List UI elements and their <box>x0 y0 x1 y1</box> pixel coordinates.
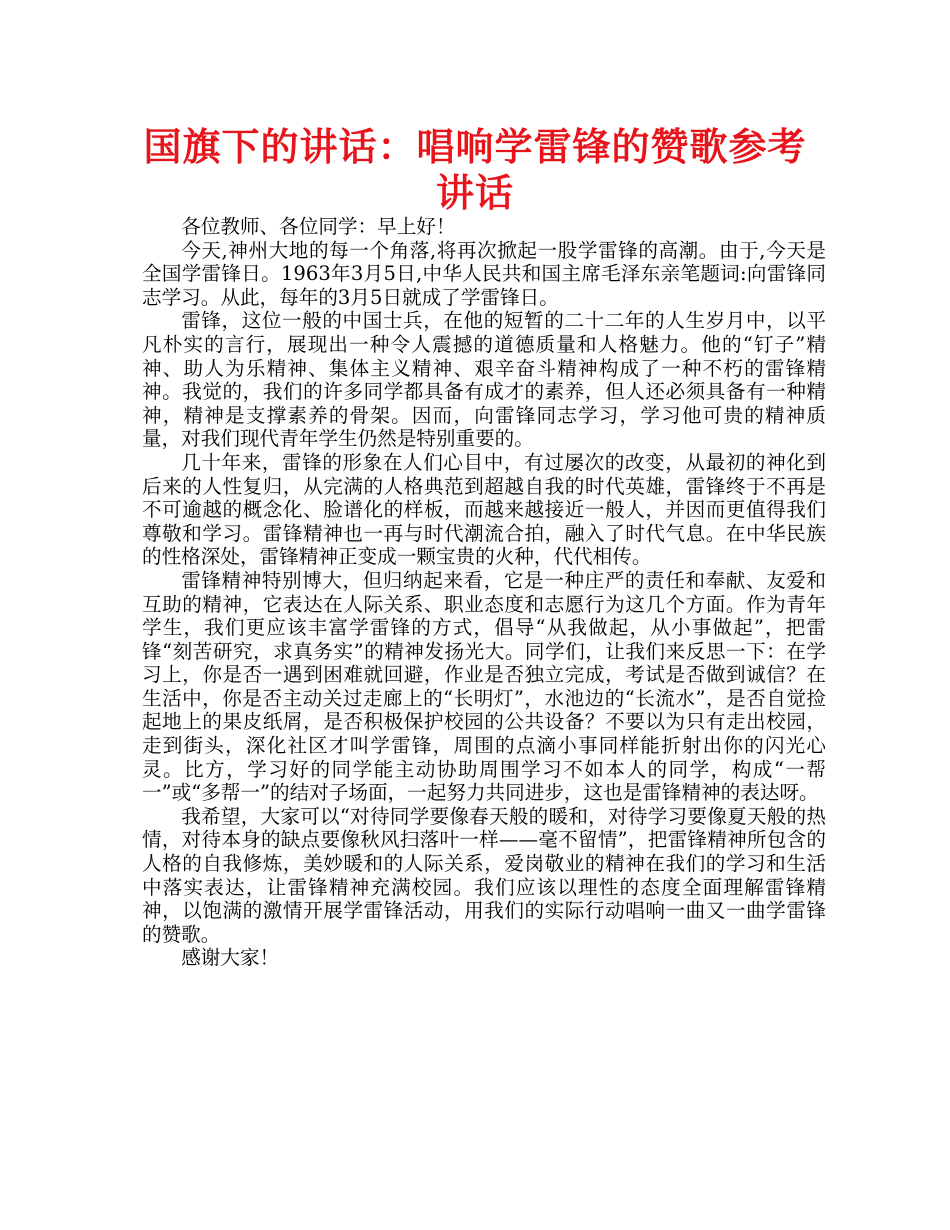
body-paragraph: 雷锋精神特别博大，但归纳起来看，它是一种庄严的责任和奉献、友爱和互助的精神，它表达在人际关系、职业态度和志愿行为这几个方面。作为青年学生，我们更应该丰富学雷锋的方式，倡导“从我做起，从小事做起”，把雷锋“刻苦研究，求真务实”的精神发扬光大。同学们，让我们来反思一下：在学习上，你是否一遇到困难就回避，作业是否独立完成，考试是否做到诚信？在生活中，你是否主动关过走廊上的“长明灯”，水池边的“长流水”，是否自觉捡起地上的果皮纸屑，是否积极保护校园的公共设备？不要以为只有走出校园，走到街头，深化社区才叫学雷锋，周围的点滴小事同样能折射出你的闪光心灵。比方，学习好的同学能主动协助周围学习不如本人的同学，构成“一帮一”或“多帮一”的结对子场面，一起努力共同进步，这也是雷锋精神的表达呀。 <box>142 568 826 805</box>
body-paragraph: 我希望，大家可以“对待同学要像春天般的暖和，对待学习要像夏天般的热情，对待本身的缺点要像秋风扫落叶一样——毫不留情”，把雷锋精神所包含的人格的自我修炼，美妙暖和的人际关系，爱岗敬业的精神在我们的学习和生活中落实表达，让雷锋精神充满校园。我们应该以理性的态度全面理解雷锋精神，以饱满的激情开展学雷锋活动，用我们的实际行动唱响一曲又一曲学雷锋的赞歌。 <box>142 804 826 946</box>
body-paragraph: 今天,神州大地的每一个角落,将再次掀起一股学雷锋的高潮。由于,今天是全国学雷锋日。1963年3月5日,中华人民共和国主席毛泽东亲笔题词:向雷锋同志学习。从此，每年的3月5日就成了学雷锋日。 <box>142 238 826 309</box>
document-title: 国旗下的讲话：唱响学雷锋的赞歌参考讲话 <box>143 125 807 215</box>
body-paragraph: 雷锋，这位一般的中国士兵，在他的短暂的二十二年的人生岁月中，以平凡朴实的言行，展现出一种令人震撼的道德质量和人格魅力。他的“钉子”精神、助人为乐精神、集体主义精神、艰辛奋斗精神构成了一种不朽的雷锋精神。我觉的，我们的许多同学都具备有成才的素养，但人还必须具备有一种精神，精神是支撑素养的骨架。因而，向雷锋同志学习，学习他可贵的精神质量，对我们现代青年学生仍然是特别重要的。 <box>142 309 826 451</box>
body-paragraph: 几十年来，雷锋的形象在人们心目中，有过屡次的改变，从最初的神化到后来的人性复归，从完满的人格典范到超越自我的时代英雄，雷锋终于不再是不可逾越的概念化、脸谱化的样板，而越来越接近一般人，并因而更值得我们尊敬和学习。雷锋精神也一再与时代潮流合拍，融入了时代气息。在中华民族的性格深处，雷锋精神正变成一颗宝贵的火种，代代相传。 <box>142 450 826 569</box>
greeting-paragraph: 各位教师、各位同学：早上好！ <box>181 215 456 238</box>
document-body <box>142 215 826 970</box>
closing-paragraph: 感谢大家！ <box>181 946 280 970</box>
